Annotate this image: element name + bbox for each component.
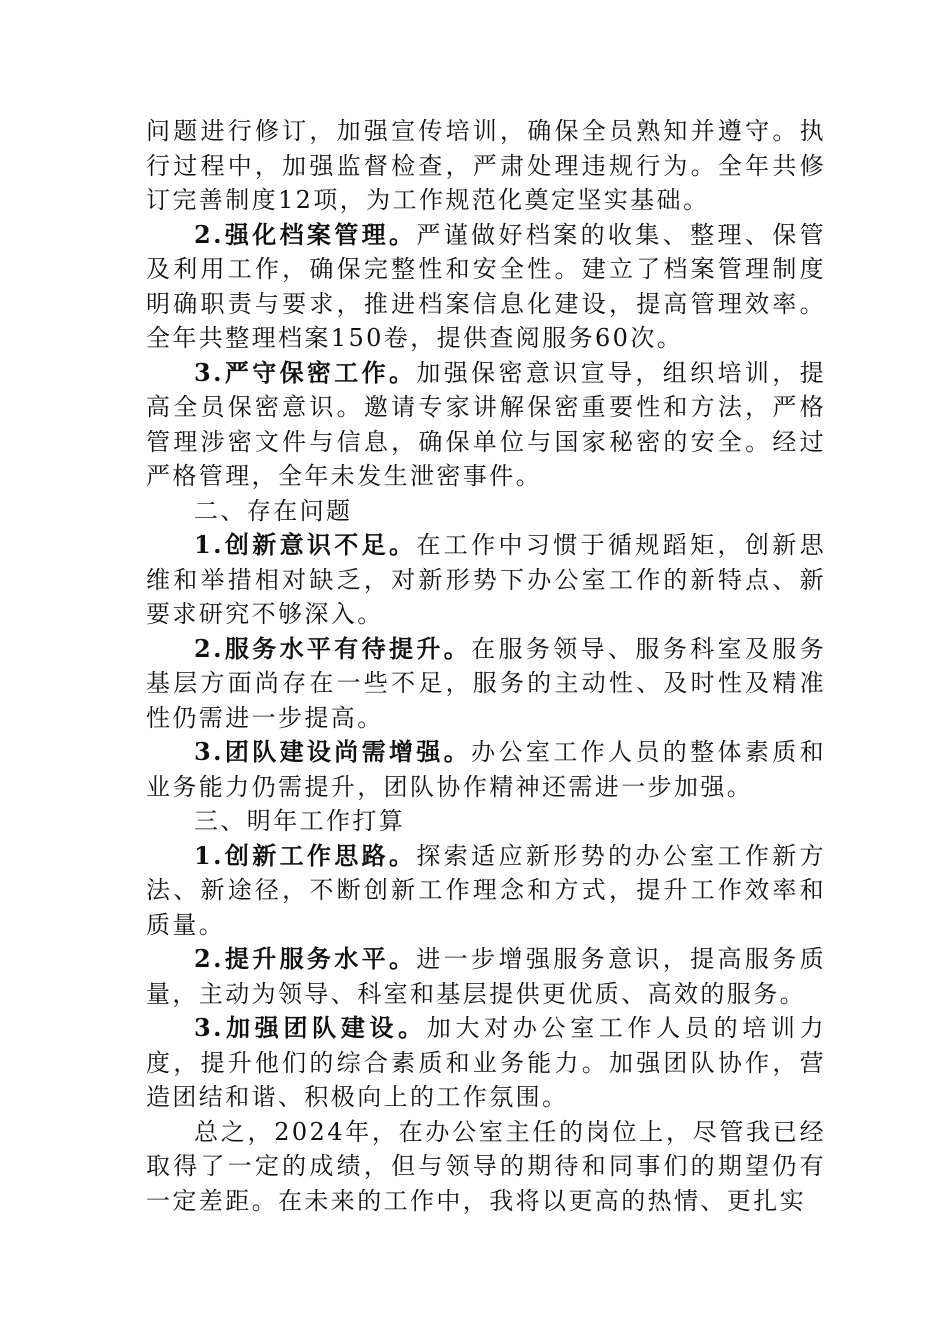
paragraph-service-level	[146, 632, 826, 736]
paragraph-lead: 2.强化档案管理。	[194, 219, 417, 249]
paragraph-innovate-thinking	[146, 839, 826, 943]
paragraph-text: 问题进行修订，加强宣传培训，确保全员熟知并遵守。执行过程中，加强监督检查，严肃处理违规行为。全年共修订完善制度12项，为工作规范化奠定坚实基础。	[146, 117, 826, 214]
paragraph-text: 总之，2024年，在办公室主任的岗位上，尽管我已经取得了一定的成绩，但与领导的期待和同事们的期望仍有一定差距。在未来的工作中，我将以更高的热情、更扎实	[146, 1117, 826, 1215]
paragraph-lead: 3.团队建设尚需增强。	[194, 737, 472, 766]
paragraph-innovation-lacking	[146, 528, 826, 632]
paragraph-team-building	[146, 735, 826, 804]
paragraph-archive-management	[146, 218, 826, 356]
paragraph-lead: 2.提升服务水平。	[194, 944, 417, 973]
paragraph-text: 在服务领导、服务科室及服务基层方面尚存在一些不足，服务的主动性、及时性及精准性仍需进一步提高。	[146, 634, 826, 732]
paragraph-strengthen-team	[146, 1011, 826, 1115]
paragraph-lead: 1.创新工作思路。	[194, 840, 417, 870]
paragraph-lead: 3.严守保密工作。	[194, 357, 417, 387]
paragraph-conclusion	[146, 1115, 826, 1219]
paragraph-improve-service	[146, 942, 826, 1011]
paragraph-text: 探索适应新形势的办公室工作新方法、新途径，不断创新工作理念和方式，提升工作效率和质量。	[146, 841, 827, 939]
paragraph-text: 在工作中习惯于循规蹈矩，创新思维和举措相对缺乏，对新形势下办公室工作的新特点、新要求研究不够深入。	[146, 531, 827, 628]
paragraph-lead: 1.创新意识不足。	[194, 530, 417, 559]
paragraph-lead: 2.服务水平有待提升。	[194, 633, 472, 663]
section-heading-next-year: 三、明年工作打算	[194, 807, 406, 835]
paragraph-text: 进一步增强服务意识，提高服务质量，主动为领导、科室和基层提供更优质、高效的服务。	[146, 945, 827, 1008]
paragraph-confidentiality	[146, 356, 826, 494]
paragraph-text: 办公室工作人员的整体素质和业务能力仍需提升，团队协作精神还需进一步加强。	[146, 738, 826, 801]
paragraph-lead: 3.加强团队建设。	[194, 1013, 427, 1042]
paragraph-text: 加大对办公室工作人员的培训力度，提升他们的综合素质和业务能力。加强团队协作，营造团结和谐、积极向上的工作氛围。	[146, 1014, 826, 1111]
paragraph-text: 严谨做好档案的收集、整理、保管及利用工作，确保完整性和安全性。建立了档案管理制度明确职责与要求，推进档案信息化建设，提高管理效率。全年共整理档案150卷，提供查阅服务60次。	[146, 220, 827, 352]
paragraph-text: 加强保密意识宣导，组织培训，提高全员保密意识。邀请专家讲解保密重要性和方法，严格管理涉密文件与信息，确保单位与国家秘密的安全。经过严格管理，全年未发生泄密事件。	[146, 358, 827, 490]
paragraph-regulations-continued	[146, 114, 826, 218]
section-heading-problems: 二、存在问题	[194, 496, 353, 525]
document-body	[146, 114, 826, 1218]
